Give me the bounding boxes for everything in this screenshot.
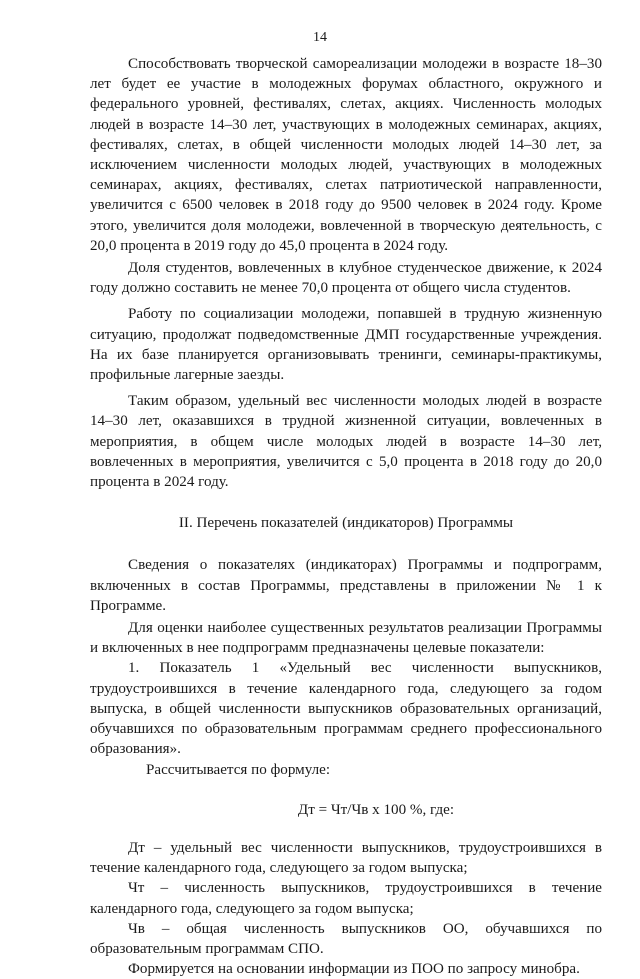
definition-cht: Чт – численность выпускников, трудоустроившихся в течение календарного года, следующего за годом выпуска; [90, 880, 602, 917]
formula: Дт = Чт/Чв х 100 %, где: [297, 801, 455, 818]
paragraph-indicator-1: 1. Показатель 1 «Удельный вес численности выпускников, трудоустроившихся в течение календарного года, следующего за годом выпуска, в общей численности выпускников образовательных организаций, обучавшихся по образовательным программам среднего профессионального образования». [90, 660, 602, 758]
section-heading: II. Перечень показателей (индикаторов) Программы [178, 515, 514, 532]
paragraph-indicators-appendix: Сведения о показателях (индикаторах) Программы и подпрограмм, включенных в состав Программы, представлены в приложении № 1 к Программе. [90, 557, 602, 614]
paragraph-conclusion: Таким образом, удельный вес численности молодых людей в возрасте 14–30 лет, оказавшихся в трудной жизненной ситуации, вовлеченных в мероприятия, в общем числе молодых людей в возрасте 14–30 лет, вовлеченных в мероприятия, увеличится с 5,0 процента в 2018 году до 20,0 процента в 2024 году. [90, 393, 602, 491]
paragraph-formula-intro: Рассчитывается по формуле: [146, 761, 331, 778]
paragraph-creative-self-realization: Способствовать творческой самореализации молодежи в возрасте 18–30 лет будет ее участие в молодежных форумах областного, окружного и федерального уровней, фестивалях, слетах, акциях. Численность молодых людей в возрасте 14–30 лет, участвующих в молодежных семинарах, акциях, фестивалях, слетах, в общей численности молодых людей 14–30 лет, за исключением численности молодых людей, участвующих в молодежных семинарах, акциях, фестивалях, слетах патриотической направленности, увеличится с 6500 человек в 2018 году до 9500 человек в 2024 году. Кроме этого, увеличится доля молодежи, вовлеченной в творческую деятельность, с 20,0 процента в 2019 году до 45,0 процента в 2024 году. [90, 56, 602, 254]
page-number: 14 [313, 30, 327, 45]
document-body [90, 54, 602, 979]
paragraph-socialization: Работу по социализации молодежи, попавшей в трудную жизненную ситуацию, продолжат подведомственные ДМП государственные учреждения. На их базе планируется организовывать тренинги, семинары-практикумы, профильные лагерные заезды. [90, 306, 602, 384]
definition-chv: Чв – общая численность выпускников ОО, обучавшихся по образовательным программам СПО. [90, 920, 602, 957]
paragraph-target-indicators: Для оценки наиболее существенных результатов реализации Программы и включенных в нее подпрограмм предназначены целевые показатели: [90, 620, 602, 657]
paragraph-student-clubs: Доля студентов, вовлеченных в клубное студенческое движение, к 2024 году должно составить не менее 70,0 процента от общего числа студентов. [90, 260, 602, 297]
definition-dt: Дт – удельный вес численности выпускников, трудоустроившихся в течение календарного года, следующего за годом выпуска; [90, 839, 602, 877]
paragraph-data-source: Формируется на основании информации из ПОО по запросу минобра. [128, 961, 580, 978]
